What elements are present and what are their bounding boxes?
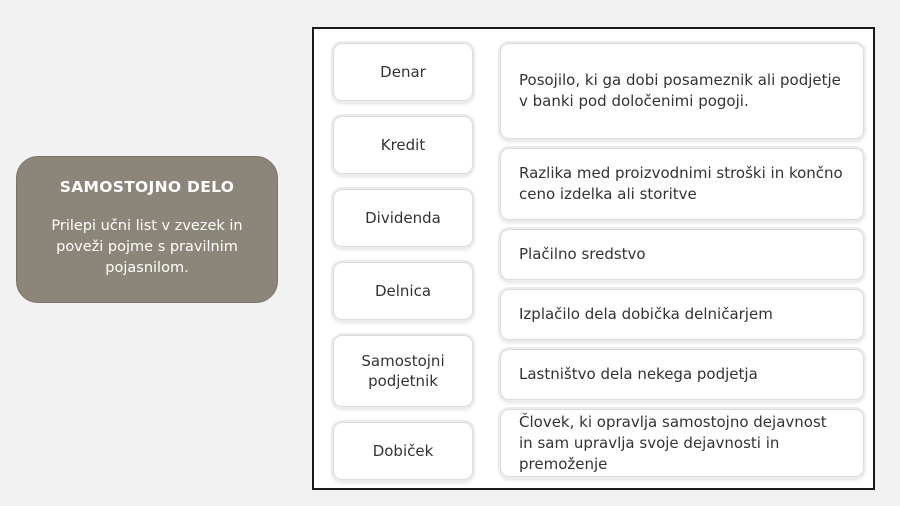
term-label-line1: Samostojni [361, 352, 445, 370]
term-card-kredit[interactable] [333, 116, 473, 174]
definition-card-3[interactable] [500, 229, 864, 280]
definition-text: Razlika med proizvodnimi stroški in končno ceno izdelka ali storitve [519, 164, 843, 203]
worksheet [312, 27, 875, 490]
definition-card-6[interactable] [500, 409, 864, 477]
definition-text: Plačilno sredstvo [519, 245, 646, 263]
task-instructions: Prilepi učni list v zvezek in poveži pojme s pravilnim pojasnilom. [51, 218, 243, 276]
term-label [361, 351, 444, 391]
term-card-delnica[interactable] [333, 262, 473, 320]
term-label: Kredit [380, 136, 426, 154]
definition-card-5[interactable] [500, 349, 864, 400]
definition-text: Človek, ki opravlja samostojno dejavnost in sam upravlja svoje dejavnosti in premoženje [519, 412, 827, 473]
term-card-samostojni-podjetnik[interactable] [333, 335, 473, 407]
term-card-denar[interactable] [333, 43, 473, 101]
task-box [16, 156, 278, 303]
term-label: Dividenda [365, 209, 441, 227]
term-label-line2: podjetnik [368, 372, 438, 390]
term-label: Delnica [374, 282, 432, 300]
task-title: SAMOSTOJNO DELO [59, 178, 235, 196]
definition-text: Posojilo, ki ga dobi posameznik ali podjetje v banki pod določenimi pogoji. [519, 71, 841, 110]
term-card-dobicek[interactable] [333, 422, 473, 480]
definition-card-1[interactable] [500, 43, 864, 139]
term-label: Dobiček [372, 442, 434, 460]
term-card-dividenda[interactable] [333, 189, 473, 247]
definition-card-4[interactable] [500, 289, 864, 340]
definition-card-2[interactable] [500, 148, 864, 220]
definition-text: Lastništvo dela nekega podjetja [519, 365, 758, 383]
definition-text: Izplačilo dela dobička delničarjem [519, 305, 773, 323]
term-label: Denar [380, 63, 426, 81]
